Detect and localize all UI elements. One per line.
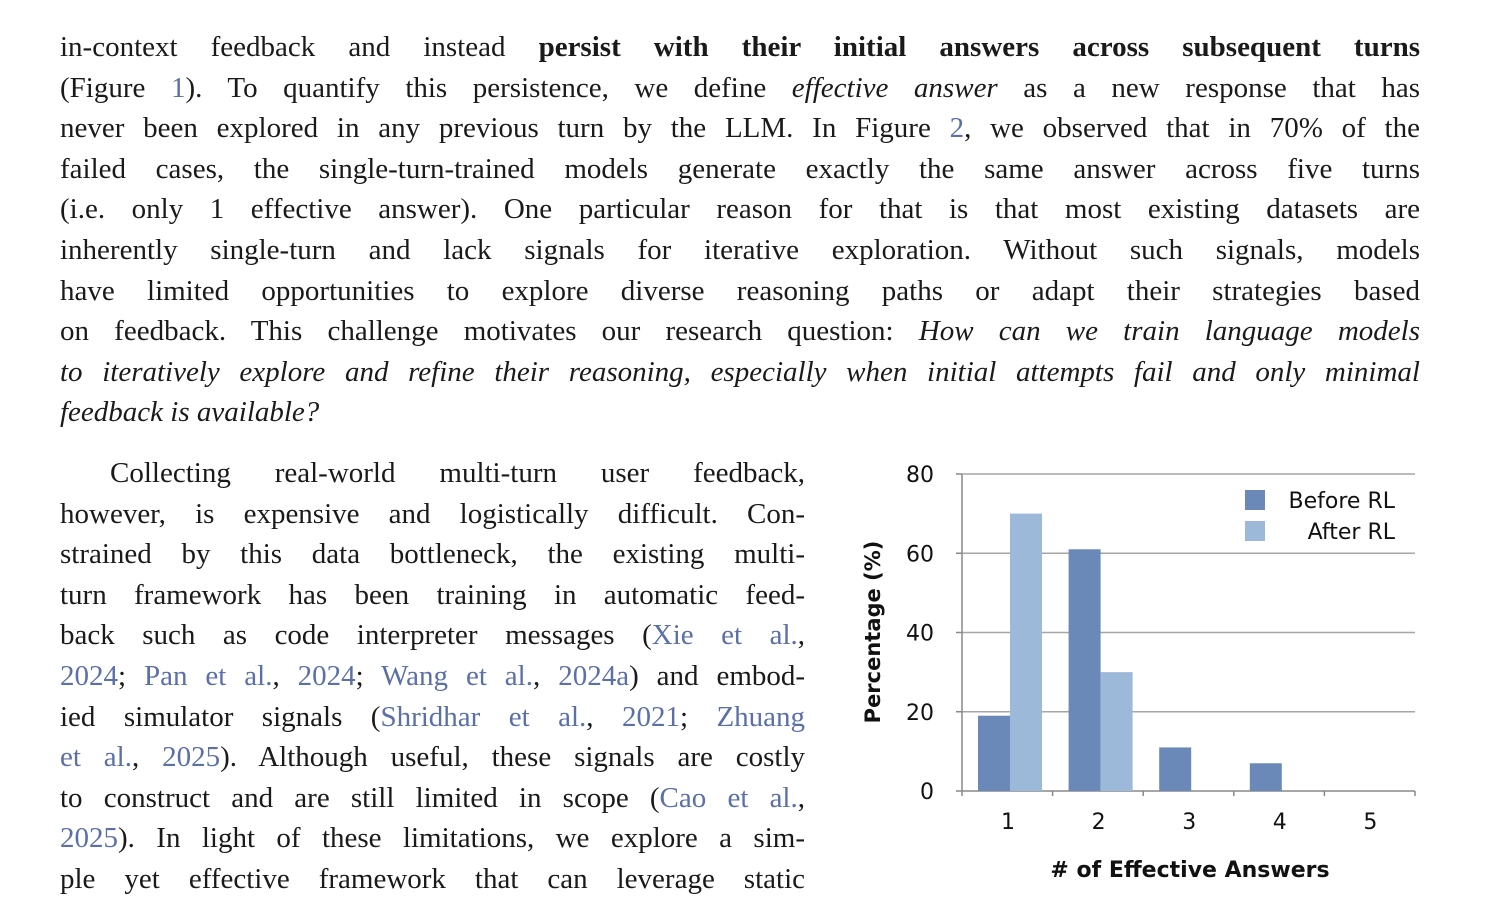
bar-before-rl (1159, 747, 1191, 791)
text-segment: , (586, 700, 622, 733)
citation-link[interactable]: 2 (949, 112, 965, 145)
citation-link[interactable]: 2025 (60, 822, 118, 855)
citation-link[interactable]: 2025 (162, 741, 221, 774)
text-line (60, 737, 805, 777)
text-segment: ; (679, 700, 717, 733)
bar-after-rl (1010, 514, 1042, 791)
text-line (60, 656, 805, 696)
text-line (60, 453, 805, 493)
text-segment: ied simulator signals ( (60, 700, 381, 733)
citation-link[interactable]: et al. (60, 741, 132, 774)
text-segment: persist with their initial answers across subsequent turns (538, 31, 1420, 63)
text-segment: however, is expensive and logistically difficult. Con- (60, 497, 805, 530)
text-line (60, 494, 805, 534)
citation-link[interactable]: 2024 (60, 660, 118, 692)
text-segment: turn framework has been training in automatic feed- (60, 578, 805, 611)
legend-swatch (1245, 490, 1265, 510)
text-segment: as a new response that has (997, 71, 1421, 104)
text-line (60, 534, 805, 574)
citation-link[interactable]: 2024 (297, 660, 356, 692)
text-segment: in-context feedback and instead (60, 31, 539, 63)
text-segment: How can we train language models (918, 315, 1421, 348)
text-segment: back such as code interpreter messages ( (60, 619, 652, 652)
text-segment: have limited opportunities to explore diverse reasoning paths or adapt their strategies based (60, 274, 1420, 307)
text-segment: ). In light of these limitations, we explore a sim- (118, 822, 805, 855)
text-line (60, 778, 805, 818)
text-line (60, 859, 805, 899)
text-segment: effective answer (791, 71, 998, 104)
y-tick-label: 20 (906, 700, 934, 726)
text-segment: Collecting real-world multi-turn user feedback, (110, 457, 805, 489)
bar-before-rl (1250, 763, 1282, 791)
legend-label: After RL (1307, 520, 1395, 545)
text-line (60, 575, 805, 615)
text-line (60, 818, 805, 858)
y-tick-label: 80 (906, 463, 934, 488)
text-line (60, 108, 1420, 148)
text-segment: ). To quantify this persistence, we define (185, 71, 792, 104)
text-segment: inherently single-turn and lack signals for iterative exploration. Without such signals, models (60, 234, 1420, 266)
text-segment: ; (355, 660, 382, 692)
text-segment: never been explored in any previous turn by the LLM. In Figure (60, 112, 950, 145)
text-line (60, 615, 805, 655)
citation-link[interactable]: 2021 (621, 700, 680, 733)
text-segment: to iteratively explore and refine their reasoning, especially when initial attempts fail and only minimal (60, 355, 1420, 388)
text-segment: , (533, 660, 559, 692)
citation-link[interactable]: Zhuang (716, 700, 806, 733)
text-segment: , we observed that in 70% of the (964, 112, 1420, 145)
bar-chart (855, 452, 1455, 892)
text-line (60, 230, 1420, 270)
text-segment: (Figure (60, 71, 171, 104)
text-line (60, 352, 1420, 392)
text-segment: to construct and are still limited in scope ( (60, 781, 660, 814)
text-segment: (i.e. only 1 effective answer). One particular reason for that is that most existing datasets are (60, 193, 1420, 226)
y-tick-label: 0 (920, 780, 934, 805)
x-tick-label: 5 (1363, 810, 1378, 835)
legend-label: Before RL (1288, 489, 1395, 514)
x-tick-label: 4 (1272, 810, 1287, 835)
text-segment: failed cases, the single-turn-trained models generate exactly the same answer across five turns (60, 152, 1420, 185)
y-tick-labels (906, 463, 934, 805)
bar-before-rl (978, 716, 1010, 791)
x-tick-label: 3 (1182, 810, 1197, 835)
text-segment: feedback is available? (60, 396, 320, 429)
citation-link[interactable]: Wang et al. (381, 660, 533, 692)
text-segment: , (272, 660, 298, 692)
y-tick-label: 40 (906, 621, 934, 647)
citation-link[interactable]: Xie et al. (651, 619, 798, 652)
text-line (60, 311, 1420, 351)
text-line (60, 697, 805, 737)
text-segment: ; (118, 660, 144, 692)
legend-swatch (1245, 521, 1265, 541)
text-line (60, 189, 1420, 229)
bar-after-rl (1101, 672, 1133, 791)
text-segment: , (797, 619, 805, 652)
x-tick-label: 2 (1091, 810, 1106, 835)
citation-link[interactable]: Pan et al. (143, 660, 273, 692)
x-axis-label: # of Effective Answers (1050, 858, 1330, 883)
chart-legend (1245, 489, 1396, 545)
citation-link[interactable]: Cao et al. (659, 781, 798, 814)
text-segment: , (797, 781, 805, 814)
x-tick-labels (1001, 810, 1377, 835)
y-tick-label: 60 (906, 542, 934, 568)
citation-link[interactable]: 2024a (558, 660, 630, 692)
bar-before-rl (1069, 549, 1101, 791)
text-line (60, 68, 1420, 108)
text-segment: ). Although useful, these signals are costly (220, 741, 805, 774)
x-tick-label: 1 (1001, 810, 1015, 835)
text-segment: ple yet effective framework that can leverage static (60, 863, 805, 895)
text-segment: on feedback. This challenge motivates our research question: (60, 315, 919, 348)
citation-link[interactable]: Shridhar et al. (380, 700, 587, 733)
text-line (60, 27, 1420, 67)
text-line (60, 149, 1420, 189)
citation-link[interactable]: 1 (170, 71, 186, 104)
y-axis-label: Percentage (%) (861, 540, 885, 724)
text-segment: , (131, 741, 163, 774)
chart-bars (978, 514, 1282, 791)
figure-effective-answers-chart (855, 452, 1455, 892)
text-line (60, 271, 1420, 311)
text-segment: ) and embod- (629, 660, 806, 692)
text-segment: strained by this data bottleneck, the existing multi- (60, 538, 805, 571)
text-line (60, 392, 1420, 432)
